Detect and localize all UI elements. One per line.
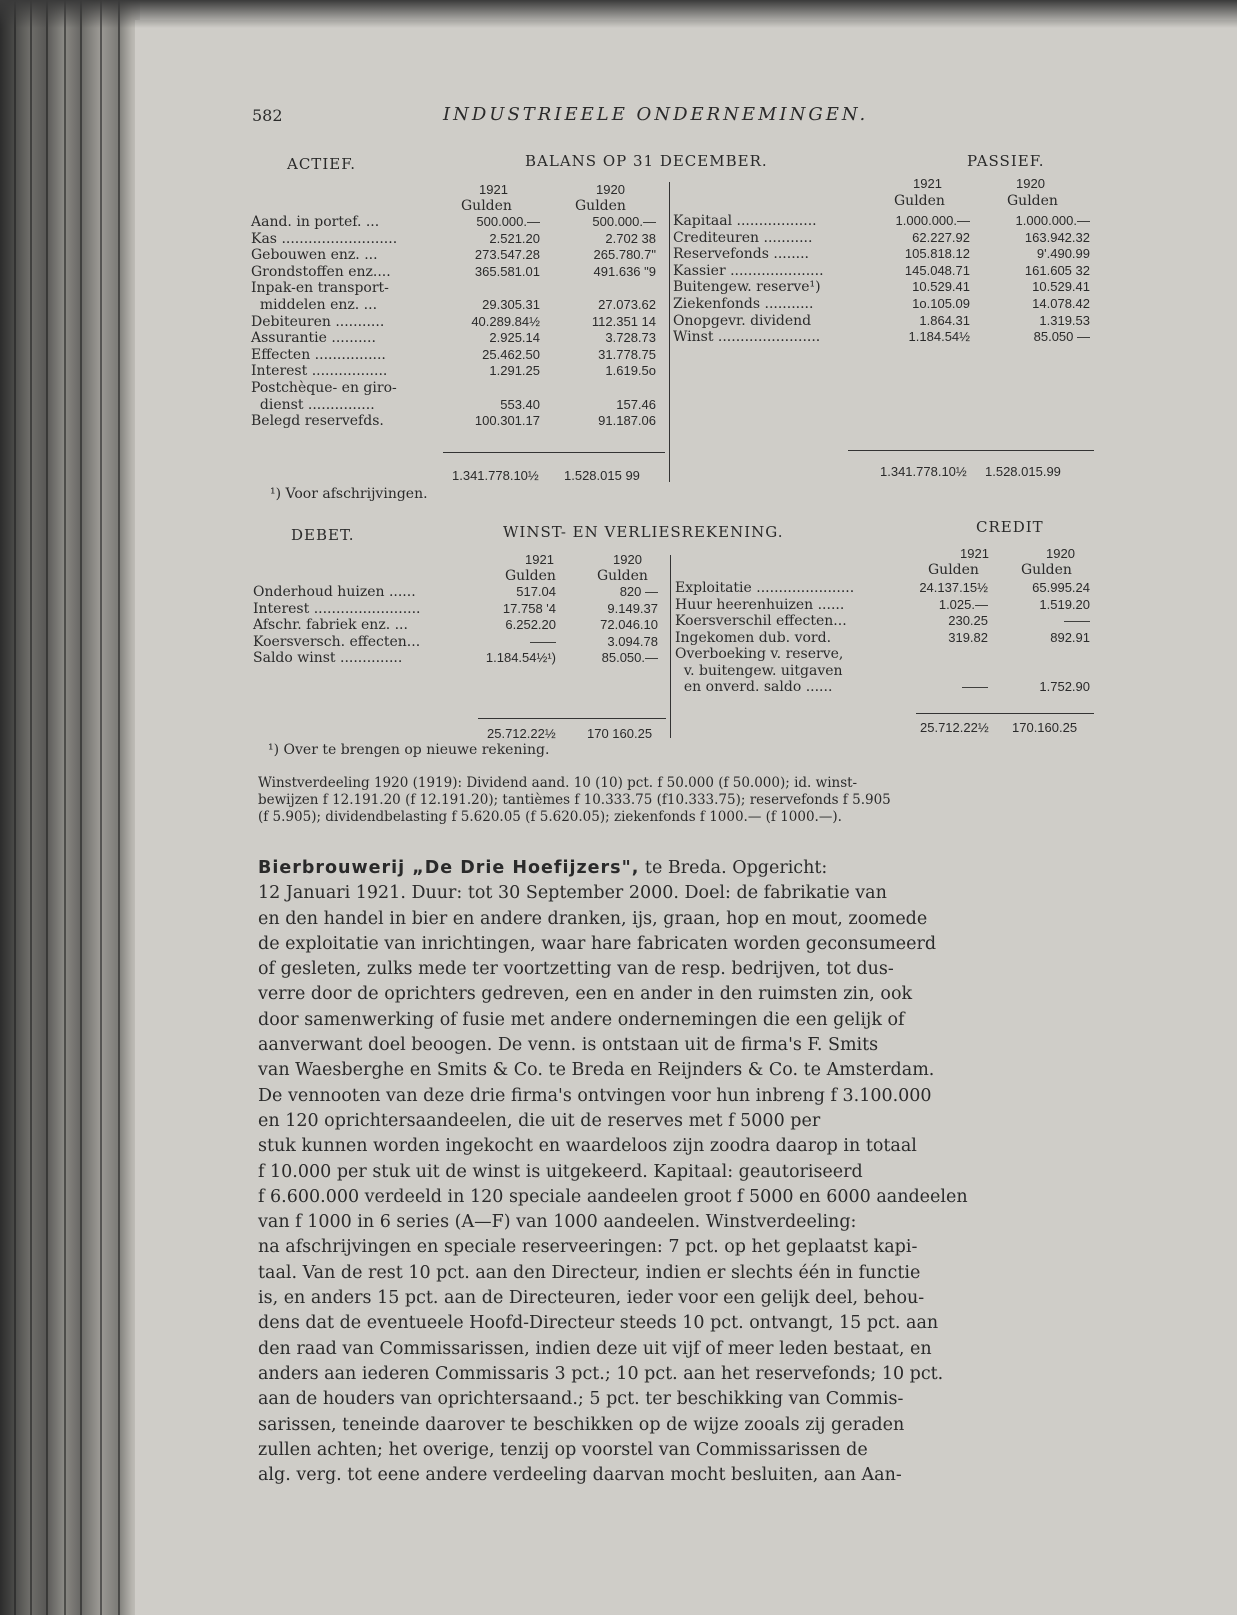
total-right-a: 1.341.778.10½	[880, 464, 967, 479]
balance-passief-value-a: 105.818.12	[904, 246, 970, 262]
article-line: de exploitatie van inrichtingen, waar hare fabricaten worden geconsumeerd	[258, 933, 937, 954]
total-right-b: 1.528.015.99	[985, 464, 1061, 479]
pl-debet-value-a: 517.04	[516, 584, 556, 599]
year-a-left: 1921	[479, 182, 508, 197]
balance-passief-value-b: 161.605 32	[1024, 262, 1090, 278]
pl-debet-value-b: 820 —	[619, 584, 658, 599]
balance-actief-label: Debiteuren ...........	[251, 313, 385, 330]
balance-passief-value-b: 14.078.42	[1032, 296, 1090, 311]
article-line: dens dat de eventueele Hoofd-Directeur steeds 10 pct. ontvangt, 15 pct. aan	[258, 1313, 939, 1334]
pl-debet-label: Koersversch. effecten...	[253, 633, 421, 650]
article-line: f 10.000 per stuk uit de winst is uitgekeerd. Kapitaal: geautoriseerd	[258, 1161, 863, 1182]
balance-title: BALANS OP 31 DECEMBER.	[525, 152, 768, 170]
pl-debet-value-a: 6.252.20	[505, 617, 556, 632]
year-a-right: 1921	[913, 176, 942, 191]
pl-debet-label: Afschr. fabriek enz. ...	[253, 617, 408, 633]
pl-debet-value-b: 9.149.37	[607, 600, 658, 616]
balance-passief-value-b: 85.050 —	[1033, 329, 1090, 345]
pl-debet-value-a: 1.184.54½¹)	[485, 650, 556, 665]
winst-line-2: bewijzen f 12.191.20 (f 12.191.20); tantièmes f 10.333.75 (f10.333.75); reservefonds f 5.905	[258, 792, 891, 808]
pl-credit-label: Exploitatie ......................	[675, 580, 855, 596]
balance-actief-value-a: 553.40	[500, 396, 540, 412]
balance-actief-label: Aand. in portef. ...	[251, 214, 380, 230]
unit-b-right: Gulden	[1007, 193, 1058, 209]
balance-passief-value-a: 1.864.31	[919, 312, 970, 328]
total-rule-right	[848, 450, 1094, 451]
winst-line-1: Winstverdeeling 1920 (1919): Dividend aand. 10 (10) pct. f 50.000 (f 50.000); id. winst-	[258, 775, 858, 791]
pl-credit-value-b: ——	[1064, 613, 1090, 628]
pl-credit-value-a: 24.137.15½	[919, 580, 988, 595]
pl-year-a-right: 1921	[960, 546, 989, 561]
pl-debet-value-b: 85.050.—	[601, 650, 658, 665]
article-line: stuk kunnen worden ingekocht en waardeloos zijn zoodra daarop in totaal	[258, 1136, 917, 1157]
pl-credit-label: Overboeking v. reserve,	[675, 646, 844, 662]
pl-year-a-left: 1921	[525, 552, 554, 567]
pl-total-rule-left	[478, 718, 666, 719]
balance-actief-label: Interest .................	[251, 363, 388, 380]
article-line: verre door de oprichters gedreven, een en ander in den ruimsten zin, ook	[258, 984, 913, 1005]
actief-title: ACTIEF.	[287, 155, 357, 173]
article-line: en 120 oprichtersaandeelen, die uit de reserves met f 5000 per	[258, 1110, 821, 1131]
balance-actief-value-a: 500.000.—	[476, 214, 540, 229]
pl-credit-value-b: 1.752.90	[1039, 679, 1090, 694]
credit-title: CREDIT	[976, 518, 1044, 536]
unit-b-left: Gulden	[575, 198, 626, 214]
article-line: 12 Januari 1921. Duur: tot 30 September 2000. Doel: de fabrikatie van	[258, 883, 887, 904]
balance-passief-label: Kassier .....................	[673, 262, 824, 279]
balance-actief-value-a: 25.462.50	[482, 346, 540, 362]
balance-passief-value-b: 10.529.41	[1032, 279, 1090, 295]
balance-actief-value-a: 273.547.28	[474, 247, 540, 263]
pl-unit-a-left: Gulden	[505, 568, 556, 584]
pl-credit-label: Huur heerenhuizen ......	[675, 596, 845, 613]
balance-passief-label: Reservefonds ........	[673, 246, 810, 263]
page-number: 582	[252, 106, 283, 125]
balance-actief-value-b: 27.073.62	[598, 297, 656, 312]
pl-total-left-b: 170 160.25	[587, 726, 653, 741]
balance-passief-value-a: 62.227.92	[912, 229, 970, 245]
article-line: aanverwant doel beoogen. De venn. is ontstaan uit de firma's F. Smits	[258, 1035, 879, 1056]
pl-credit-value-b: 892.91	[1050, 629, 1090, 645]
pl-credit-value-a: 1.025.—	[938, 596, 988, 612]
pl-unit-b-right: Gulden	[1021, 562, 1072, 578]
article-line: anders aan iederen Commissaris 3 pct.; 10 pct. aan het reservefonds; 10 pct.	[258, 1363, 944, 1384]
balance-actief-value-b: 1.619.5o	[605, 363, 656, 379]
balance-actief-value-b: 31.778.75	[598, 346, 656, 362]
article-line: en den handel in bier en andere dranken, ijs, graan, hop en mout, zoomede	[258, 908, 928, 929]
company-article	[258, 856, 1068, 1488]
pl-debet-label: Onderhoud huizen ......	[253, 584, 416, 600]
balance-passief-label: Crediteuren ...........	[673, 229, 813, 246]
balance-actief-value-b: 91.187.06	[598, 413, 656, 429]
balance-actief-label: Belegd reservefds.	[251, 413, 384, 430]
balance-actief-value-b: 491.636 "9	[593, 263, 656, 279]
balance-actief-value-b: 2.702 38	[605, 230, 656, 246]
balance-actief-value-b: 112.351 14	[591, 313, 656, 329]
balance-actief-value-a: 2.521.20	[489, 230, 540, 246]
pl-total-rule-right	[916, 713, 1094, 714]
balance-passief-value-b: 9'.490.99	[1036, 246, 1090, 262]
balance-actief-value-b: 157.46	[616, 396, 656, 412]
year-b-left: 1920	[596, 182, 625, 197]
balance-actief-label: dienst ...............	[251, 396, 375, 413]
pl-credit-label: v. buitengew. uitgaven	[675, 662, 843, 679]
total-left-b: 1.528.015 99	[564, 468, 640, 483]
winst-line-3: (f 5.905); dividendbelasting f 5.620.05 (f 5.620.05); ziekenfonds f 1000.— (f 1000.—).	[258, 809, 842, 825]
balance-passief-value-a: 1.000.000.—	[895, 213, 970, 228]
balance-passief-label: Kapitaal ..................	[673, 213, 817, 229]
balance-actief-label: Effecten ................	[251, 346, 386, 363]
article-line: den raad van Commissarissen, indien deze uit vijf of meer leden bestaat, en	[258, 1338, 932, 1359]
article-line: De vennooten van deze drie firma's ontvingen voor hun inbreng f 3.100.000	[258, 1085, 932, 1106]
article-line: van f 1000 in 6 series (A—F) van 1000 aandeelen. Winstverdeeling:	[258, 1212, 857, 1233]
year-b-right: 1920	[1016, 176, 1045, 191]
balance-passief-label: Buitengew. reserve¹)	[673, 279, 821, 296]
pl-credit-value-b: 65.995.24	[1032, 580, 1090, 595]
balance-actief-value-b: 500.000.—	[592, 214, 656, 229]
balance-actief-value-b: 265.780.7"	[593, 247, 656, 263]
balance-actief-value-a: 100.301.17	[474, 413, 540, 429]
top-shadow	[0, 0, 1237, 28]
article-line: taal. Van de rest 10 pct. aan den Directeur, indien er slechts één in functie	[258, 1262, 921, 1283]
article-line: aan de houders van oprichtersaand.; 5 pct. ter beschikking van Commis-	[258, 1389, 904, 1410]
passief-title: PASSIEF.	[967, 152, 1045, 170]
pl-year-b-right: 1920	[1046, 546, 1075, 561]
pl-debet-label: Interest ........................	[253, 600, 421, 617]
balance-actief-value-a: 2.925.14	[489, 330, 540, 346]
article-line: door samenwerking of fusie met andere ondernemingen die een gelijk of	[258, 1009, 905, 1030]
balance-passief-label: Onopgevr. dividend	[673, 312, 812, 329]
pl-debet-value-a: ——	[530, 633, 556, 649]
article-line: van Waesberghe en Smits & Co. te Breda en Reijnders & Co. te Amsterdam.	[258, 1060, 935, 1081]
balance-passief-value-b: 1.319.53	[1039, 312, 1090, 328]
pl-unit-b-left: Gulden	[597, 568, 648, 584]
balance-actief-label: Inpak-en transport-	[251, 280, 389, 297]
pl-credit-label: Koersverschil effecten...	[675, 613, 847, 629]
balance-actief-label: Gebouwen enz. ...	[251, 247, 378, 264]
pl-footnote: ¹) Over te brengen op nieuwe rekening.	[268, 742, 550, 758]
balance-passief-value-a: 10.529.41	[912, 279, 970, 295]
pl-credit-value-a: 230.25	[948, 613, 988, 628]
unit-a-right: Gulden	[894, 193, 945, 209]
running-head: INDUSTRIEELE ONDERNEMINGEN.	[443, 104, 869, 125]
pl-credit-label: en onverd. saldo ......	[675, 679, 833, 695]
total-left-a: 1.341.778.10½	[452, 468, 539, 483]
balance-passief-value-a: 1o.105.09	[912, 296, 970, 311]
balance-passief-label: Ziekenfonds ...........	[673, 296, 814, 312]
pl-debet-value-b: 72.046.10	[600, 617, 658, 632]
pl-column-divider	[670, 555, 671, 738]
article-line: alg. verg. tot eene andere verdeeling daarvan mocht besluiten, aan Aan-	[258, 1465, 902, 1486]
pl-debet-label: Saldo winst ..............	[253, 650, 403, 666]
balance-actief-value-a: 29.305.31	[482, 297, 540, 312]
balance-passief-value-a: 1.184.54½	[908, 329, 970, 345]
pl-total-right-a: 25.712.22½	[920, 720, 989, 735]
pl-credit-value-a: 319.82	[948, 629, 988, 645]
column-divider	[669, 182, 670, 482]
balance-actief-label: Assurantie ..........	[251, 330, 376, 347]
pl-year-b-left: 1920	[613, 552, 642, 567]
balance-actief-label: Kas ..........................	[251, 230, 398, 247]
pl-unit-a-right: Gulden	[928, 562, 979, 578]
pl-credit-value-a: ——	[962, 679, 988, 694]
balance-passief-value-b: 163.942.32	[1024, 229, 1090, 245]
balance-passief-value-a: 145.048.71	[904, 262, 970, 278]
balance-actief-label: Grondstoffen enz....	[251, 263, 391, 280]
total-rule-left	[443, 452, 665, 453]
pl-title: WINST- EN VERLIESREKENING.	[503, 523, 784, 541]
pl-debet-value-b: 3.094.78	[607, 633, 658, 649]
balance-actief-value-a: 40.289.84½	[471, 313, 540, 329]
balance-actief-value-a: 365.581.01	[474, 263, 540, 279]
pl-credit-label: Ingekomen dub. vord.	[675, 629, 832, 646]
balance-footnote: ¹) Voor afschrijvingen.	[270, 486, 428, 502]
article-line-0: te Breda. Opgericht:	[639, 858, 828, 878]
balance-actief-label: Postchèque- en giro-	[251, 380, 397, 396]
balance-actief-value-b: 3.728.73	[605, 330, 656, 346]
balance-passief-label: Winst .......................	[673, 329, 821, 346]
company-name: Bierbrouwerij „De Drie Hoefijzers",	[258, 858, 640, 878]
book-binding	[0, 0, 140, 1615]
unit-a-left: Gulden	[461, 198, 512, 214]
article-line: of gesleten, zulks mede ter voortzetting van de resp. bedrijven, tot dus-	[258, 959, 894, 980]
pl-total-right-b: 170.160.25	[1012, 720, 1078, 735]
balance-actief-label: middelen enz. ...	[251, 297, 378, 313]
article-line: sarissen, teneinde daarover te beschikken op de wijze zooals zij geraden	[258, 1414, 905, 1435]
article-line: is, en anders 15 pct. aan de Directeuren, ieder voor een gelijk deel, behou-	[258, 1288, 925, 1309]
debet-title: DEBET.	[291, 526, 355, 544]
pl-debet-value-a: 17.758 '4	[502, 600, 556, 616]
pl-credit-value-b: 1.519.20	[1039, 596, 1090, 612]
balance-actief-value-a: 1.291.25	[489, 363, 540, 379]
balance-passief-value-b: 1.000.000.—	[1015, 213, 1090, 228]
article-line: na afschrijvingen en speciale reserveeringen: 7 pct. op het geplaatst kapi-	[258, 1237, 918, 1258]
article-line: f 6.600.000 verdeeld in 120 speciale aandeelen groot f 5000 en 6000 aandeelen	[258, 1186, 968, 1207]
article-line: zullen achten; het overige, tenzij op voorstel van Commissarissen de	[258, 1439, 868, 1460]
pl-total-left-a: 25.712.22½	[487, 726, 556, 741]
